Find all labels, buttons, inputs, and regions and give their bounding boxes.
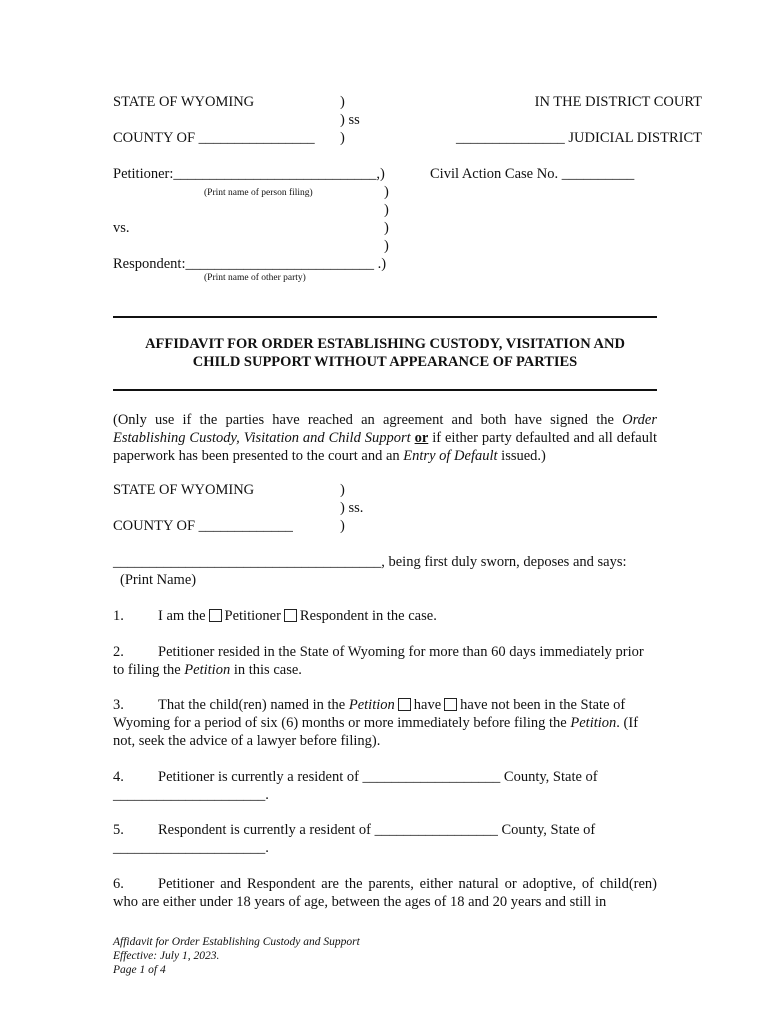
caption-paren: ): [384, 238, 389, 254]
caption-paren: ): [384, 184, 389, 200]
vs-label: vs.: [113, 220, 130, 236]
item-text: Respondent is currently a resident of _________________ County, State of: [158, 822, 596, 838]
petitioner-checkbox[interactable]: [209, 609, 222, 622]
footer-page-number: Page 1 of 4: [113, 964, 166, 976]
print-name-other-hint: (Print name of other party): [204, 273, 306, 283]
petition-term: Petition: [348, 697, 395, 713]
item-text: Petitioner is currently a resident of ___________________ County, State of: [158, 769, 598, 785]
item-4: [113, 768, 598, 786]
petitioner-line: Petitioner:____________________________,): [113, 166, 385, 182]
intro-text: issued.): [497, 448, 546, 464]
item-number: 4.: [113, 769, 124, 785]
item-text: . (If not, seek the advice of a lawyer before filing).: [113, 715, 639, 749]
item-5: [113, 821, 595, 839]
have-checkbox[interactable]: [398, 698, 411, 711]
venue-ss: ) ss.: [340, 500, 364, 516]
item-5-state-line: _____________________.: [113, 840, 269, 856]
caption-paren: ): [340, 94, 345, 110]
title-line-2: CHILD SUPPORT WITHOUT APPEARANCE OF PARTIES: [192, 354, 578, 370]
petitioner-option-label: Petitioner: [224, 608, 281, 624]
venue-county: COUNTY OF _____________: [113, 518, 293, 534]
item-number: 3.: [113, 697, 124, 713]
intro-order-title: Order Establishing Custody, Visitation and Child Support: [113, 412, 657, 446]
civil-case-number: Civil Action Case No. __________: [430, 166, 635, 182]
intro-paragraph: [113, 411, 657, 465]
sworn-line: _____________________________________, being first duly sworn, deposes and says:: [113, 554, 627, 570]
item-number: 1.: [113, 608, 124, 624]
caption-county: COUNTY OF ________________: [113, 130, 315, 146]
venue-state: STATE OF WYOMING: [113, 482, 255, 498]
intro-text: if either party defaulted and all default paperwork has been presented to the court and an: [113, 430, 657, 464]
item-4-state-line: _____________________.: [113, 787, 269, 803]
item-1: [113, 607, 657, 625]
respondent-option-label: Respondent in the case.: [299, 608, 437, 624]
item-2: [113, 643, 657, 679]
footer-effective-date: Effective: July 1, 2023.: [113, 950, 220, 962]
respondent-checkbox[interactable]: [284, 609, 297, 622]
item-text: Petitioner and Respondent are the parents, either natural or adoptive, of child(ren) who are either under 18 years of age, between the ages of 18 and 20 years and still in: [113, 876, 657, 910]
print-name-filing-hint: (Print name of person filing): [204, 188, 313, 198]
have-not-checkbox[interactable]: [444, 698, 457, 711]
title-rule-bottom: [113, 389, 657, 391]
judicial-district: _______________ JUDICIAL DISTRICT: [456, 130, 702, 146]
have-not-option-label: have not been in the State of Wyoming for a period of six (6) months or more immediately before filing the: [113, 697, 626, 731]
venue-paren: ): [340, 482, 345, 498]
caption-paren: ): [340, 130, 345, 146]
item-text: I am the: [158, 608, 206, 624]
caption-ss: ) ss: [340, 112, 360, 128]
item-6: [113, 875, 657, 911]
item-3: [113, 696, 657, 750]
item-text: in this case.: [230, 662, 302, 678]
print-name-hint: (Print Name): [120, 572, 197, 588]
respondent-line: Respondent:__________________________ .): [113, 256, 387, 272]
petition-term: Petition: [184, 662, 231, 678]
intro-text: (Only use if the parties have reached an agreement and both have signed the: [113, 412, 623, 428]
petition-term: Petition: [570, 715, 617, 731]
title-rule-top: [113, 316, 657, 318]
title-line-1: AFFIDAVIT FOR ORDER ESTABLISHING CUSTODY, VISITATION AND: [145, 336, 625, 352]
item-number: 2.: [113, 644, 124, 660]
caption-state: STATE OF WYOMING: [113, 94, 255, 110]
have-option-label: have: [413, 697, 442, 713]
item-number: 6.: [113, 876, 124, 892]
court-name: IN THE DISTRICT COURT: [534, 94, 702, 110]
intro-entry-of-default: Entry of Default: [403, 448, 498, 464]
item-text: Petitioner resided in the State of Wyoming for more than 60 days immediately prior to filing the: [113, 644, 644, 678]
footer-form-title: Affidavit for Order Establishing Custody and Support: [113, 936, 360, 948]
document-title: [113, 335, 657, 371]
caption-paren: ): [384, 202, 389, 218]
item-number: 5.: [113, 822, 124, 838]
item-text: That the child(ren) named in the: [158, 697, 349, 713]
venue-paren: ): [340, 518, 345, 534]
caption-paren: ): [384, 220, 389, 236]
intro-or: or: [414, 430, 429, 446]
